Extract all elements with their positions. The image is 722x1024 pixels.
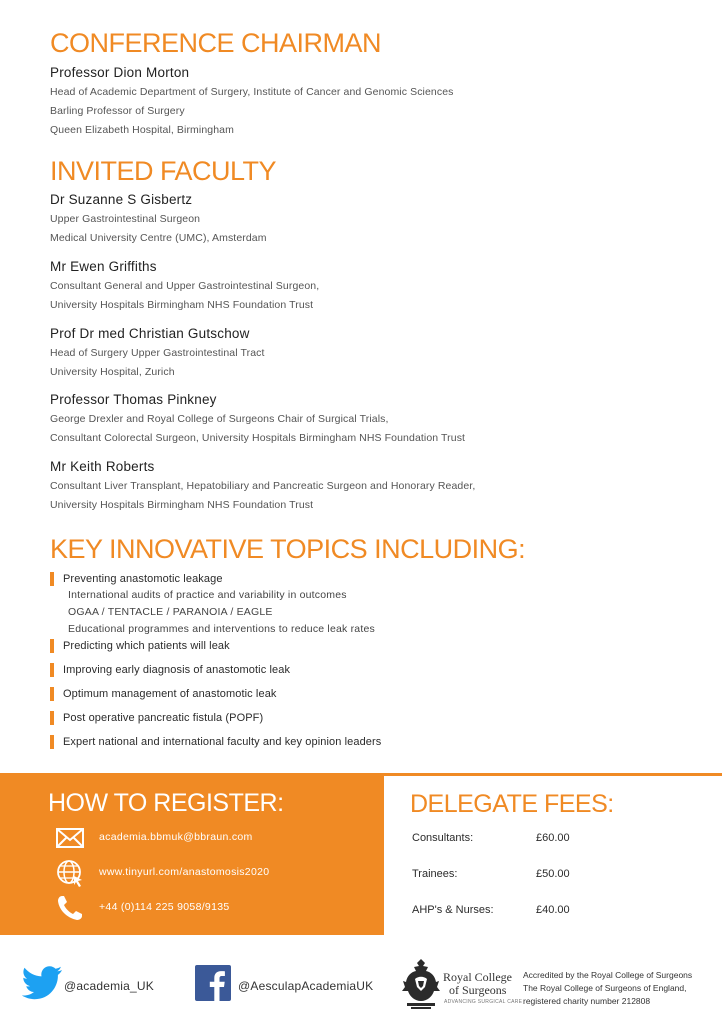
faculty-line: Consultant Liver Transplant, Hepatobiliary and Pancreatic Surgeon and Honorary Reader, xyxy=(50,480,476,492)
register-email[interactable]: academia.bbmuk@bbraun.com xyxy=(99,831,253,843)
fee-label: Trainees: xyxy=(412,868,458,880)
fee-value: £50.00 xyxy=(536,868,570,880)
envelope-icon xyxy=(55,823,85,853)
faculty-line: Head of Surgery Upper Gastrointestinal Tract xyxy=(50,347,265,359)
faculty-line: Upper Gastrointestinal Surgeon xyxy=(50,213,201,225)
topics-heading: KEY INNOVATIVE TOPICS INCLUDING: xyxy=(50,534,526,564)
register-fees-band xyxy=(0,773,722,935)
faculty-heading: INVITED FACULTY xyxy=(50,156,277,186)
faculty-line: University Hospitals Birmingham NHS Foundation Trust xyxy=(50,499,314,511)
fee-label: Consultants: xyxy=(412,832,474,844)
faculty-member xyxy=(50,259,319,315)
register-panel xyxy=(0,773,384,935)
facebook-handle[interactable]: @AesculapAcademiaUK xyxy=(238,979,374,993)
faculty-member xyxy=(50,459,475,515)
twitter-icon xyxy=(22,965,64,1001)
fees-panel xyxy=(384,773,722,935)
topic-subitem: OGAA / TENTACLE / PARANOIA / EAGLE xyxy=(68,606,273,618)
rcs-crest-icon xyxy=(401,957,441,1011)
topics-list xyxy=(50,571,690,750)
chairman-line: Head of Academic Department of Surgery, Institute of Cancer and Genomic Sciences xyxy=(50,86,454,98)
topic-item: Post operative pancreatic fistula (POPF) xyxy=(50,710,690,726)
faculty-name: Prof Dr med Christian Gutschow xyxy=(50,326,250,341)
accreditation-text xyxy=(523,969,718,1008)
register-url[interactable]: www.tinyurl.com/anastomosis2020 xyxy=(99,866,270,878)
faculty-member xyxy=(50,192,267,248)
faculty-line: University Hospitals Birmingham NHS Foundation Trust xyxy=(50,299,314,311)
faculty-line: Consultant Colorectal Surgeon, University Hospitals Birmingham NHS Foundation Trust xyxy=(50,432,466,444)
faculty-name: Mr Ewen Griffiths xyxy=(50,259,157,274)
faculty-member xyxy=(50,326,265,382)
chairman-block xyxy=(50,65,454,140)
footer xyxy=(0,935,722,1024)
phone-icon xyxy=(55,893,85,923)
fees-heading: DELEGATE FEES: xyxy=(410,790,614,818)
topic-item: Optimum management of anastomotic leak xyxy=(50,686,690,702)
chairman-line: Queen Elizabeth Hospital, Birmingham xyxy=(50,124,234,136)
chairman-name: Professor Dion Morton xyxy=(50,65,190,80)
faculty-member xyxy=(50,392,465,448)
fee-label: AHP's & Nurses: xyxy=(412,904,494,916)
register-phone[interactable]: +44 (0)114 225 9058/9135 xyxy=(99,901,230,913)
topic-item: Predicting which patients will leak xyxy=(50,638,690,654)
topic-item: Expert national and international faculty and key opinion leaders xyxy=(50,734,690,750)
fee-value: £40.00 xyxy=(536,904,570,916)
topic-subitem: Educational programmes and interventions to reduce leak rates xyxy=(68,623,375,635)
accreditation-line: The Royal College of Surgeons of England, xyxy=(523,983,687,993)
faculty-name: Professor Thomas Pinkney xyxy=(50,392,217,407)
chairman-line: Barling Professor of Surgery xyxy=(50,105,185,117)
rcs-name-line: Royal College xyxy=(443,970,512,984)
rcs-tagline: ADVANCING SURGICAL CARE xyxy=(444,999,523,1005)
accreditation-line: Accredited by the Royal College of Surgeons xyxy=(523,970,693,980)
register-heading: HOW TO REGISTER: xyxy=(48,789,284,817)
facebook-icon xyxy=(195,965,231,1001)
topic-item: Preventing anastomotic leakage xyxy=(50,571,690,587)
faculty-name: Dr Suzanne S Gisbertz xyxy=(50,192,193,207)
topic-item: Improving early diagnosis of anastomotic leak xyxy=(50,662,690,678)
rcs-name-line: of Surgeons xyxy=(449,983,507,997)
faculty-name: Mr Keith Roberts xyxy=(50,459,155,474)
twitter-handle[interactable]: @academia_UK xyxy=(64,979,154,993)
faculty-line: Medical University Centre (UMC), Amsterdam xyxy=(50,232,267,244)
globe-icon xyxy=(55,858,85,888)
accreditation-line: registered charity number 212808 xyxy=(523,996,651,1006)
faculty-line: George Drexler and Royal College of Surgeons Chair of Surgical Trials, xyxy=(50,413,389,425)
fee-value: £60.00 xyxy=(536,832,570,844)
topic-subitem: International audits of practice and variability in outcomes xyxy=(68,589,347,601)
chairman-heading: CONFERENCE CHAIRMAN xyxy=(50,28,382,58)
faculty-line: University Hospital, Zurich xyxy=(50,366,175,378)
faculty-line: Consultant General and Upper Gastrointestinal Surgeon, xyxy=(50,280,320,292)
rcs-logo-text xyxy=(443,971,512,997)
